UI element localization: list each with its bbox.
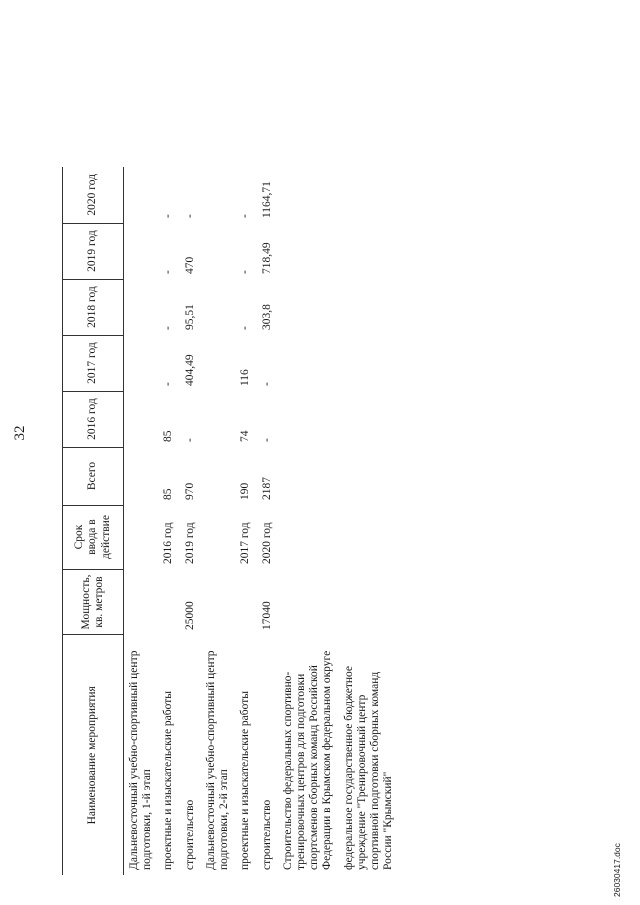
header-total: Всего [63, 447, 124, 505]
cell-2020 [278, 167, 339, 223]
cell-2020: - [183, 214, 196, 219]
cell-total: 970 [183, 482, 196, 501]
header-2017: 2017 год [63, 335, 124, 391]
cell-2018 [124, 279, 159, 335]
cell-2016 [124, 391, 159, 447]
header-2020: 2020 год [63, 167, 124, 223]
header-2019: 2019 год [63, 223, 124, 279]
table-row [201, 167, 235, 875]
cell-2017 [339, 335, 400, 391]
header-term: Срок ввода в действие [63, 505, 124, 569]
cell-2019: - [239, 270, 252, 275]
cell-name: строительство [183, 799, 196, 870]
footer-doc-code: 26030417.doc [612, 843, 622, 897]
table-row [124, 167, 159, 875]
cell-2020: 1164,71 [260, 181, 273, 219]
cell-power [339, 569, 400, 635]
header-2016: 2016 год [63, 391, 124, 447]
cell-term [278, 505, 339, 569]
cell-2018: 95,51 [183, 304, 196, 331]
cell-2019: 718,49 [260, 242, 273, 275]
cell-term: 2017 год [239, 522, 252, 565]
cell-term: 2020 год [260, 522, 273, 565]
cell-term [339, 505, 400, 569]
cell-term: 2016 год [162, 522, 175, 565]
cell-2019 [201, 223, 235, 279]
cell-name: Строительство федеральных спортивно-тренировочных центров для подготовки спортсменов сборных команд Российской Федерации в Крымском федеральном округе [281, 650, 334, 870]
page-number: 32 [12, 425, 28, 441]
cell-power [201, 569, 235, 635]
table-row [278, 167, 339, 875]
cell-2019 [339, 223, 400, 279]
cell-2016 [201, 391, 235, 447]
cell-2016: 85 [162, 430, 175, 443]
cell-name: проектные и изыскательские работы [162, 691, 175, 870]
cell-total [124, 447, 159, 505]
header-2018: 2018 год [63, 279, 124, 335]
cell-2018 [339, 279, 400, 335]
table-row [339, 167, 400, 875]
table-row [158, 167, 179, 875]
cell-power [124, 569, 159, 635]
table-row [180, 167, 201, 875]
cell-2020 [201, 167, 235, 223]
cell-2019: 470 [183, 256, 196, 275]
cell-power [158, 569, 179, 635]
cell-power: 25000 [183, 601, 196, 630]
cell-total: 85 [162, 488, 175, 501]
cell-power [278, 569, 339, 635]
cell-2018: 303,8 [260, 304, 273, 331]
cell-power: 17040 [260, 601, 273, 630]
cell-2017: - [162, 382, 175, 387]
cell-power [235, 569, 256, 635]
cell-2020: - [239, 214, 252, 219]
cell-2016 [339, 391, 400, 447]
cell-name: Дальневосточный учебно-спортивный центр подготовки, 2-й этап [204, 650, 231, 870]
cell-2020: - [162, 214, 175, 219]
program-table [62, 167, 400, 875]
cell-2017: - [260, 382, 273, 387]
cell-name: строительство [260, 799, 273, 870]
cell-2020 [339, 167, 400, 223]
cell-2017: 116 [239, 369, 252, 387]
cell-2016: - [260, 438, 273, 443]
cell-term [201, 505, 235, 569]
header-power: Мощность, кв. метров [63, 569, 124, 635]
cell-2017: 404,49 [183, 354, 196, 387]
cell-2017 [124, 335, 159, 391]
cell-2017 [278, 335, 339, 391]
cell-total: 2187 [260, 477, 273, 501]
header-name: Наименование мероприятия [63, 635, 124, 875]
cell-2019 [124, 223, 159, 279]
cell-term: 2019 год [183, 522, 196, 565]
cell-2018: - [162, 326, 175, 331]
table-header-row [63, 167, 124, 875]
cell-2019 [278, 223, 339, 279]
cell-name: проектные и изыскательские работы [239, 691, 252, 870]
cell-2018 [278, 279, 339, 335]
table-row [235, 167, 256, 875]
cell-total [278, 447, 339, 505]
cell-2017 [201, 335, 235, 391]
cell-2019: - [162, 270, 175, 275]
cell-2018 [201, 279, 235, 335]
cell-2016: 74 [239, 430, 252, 443]
cell-name: Дальневосточный учебно-спортивный центр подготовки, 1-й этап [128, 650, 154, 870]
table-row [257, 167, 278, 875]
cell-total [201, 447, 235, 505]
cell-2016 [278, 391, 339, 447]
cell-total: 190 [239, 482, 252, 501]
cell-2016: - [183, 438, 196, 443]
cell-2018: - [239, 326, 252, 331]
cell-2020 [124, 167, 159, 223]
cell-total [339, 447, 400, 505]
cell-name: федеральное государственное бюджетное учреждение "Тренировочный центр спортивной подготовки сборных команд России "Крымский" [342, 665, 395, 870]
cell-term [124, 505, 159, 569]
